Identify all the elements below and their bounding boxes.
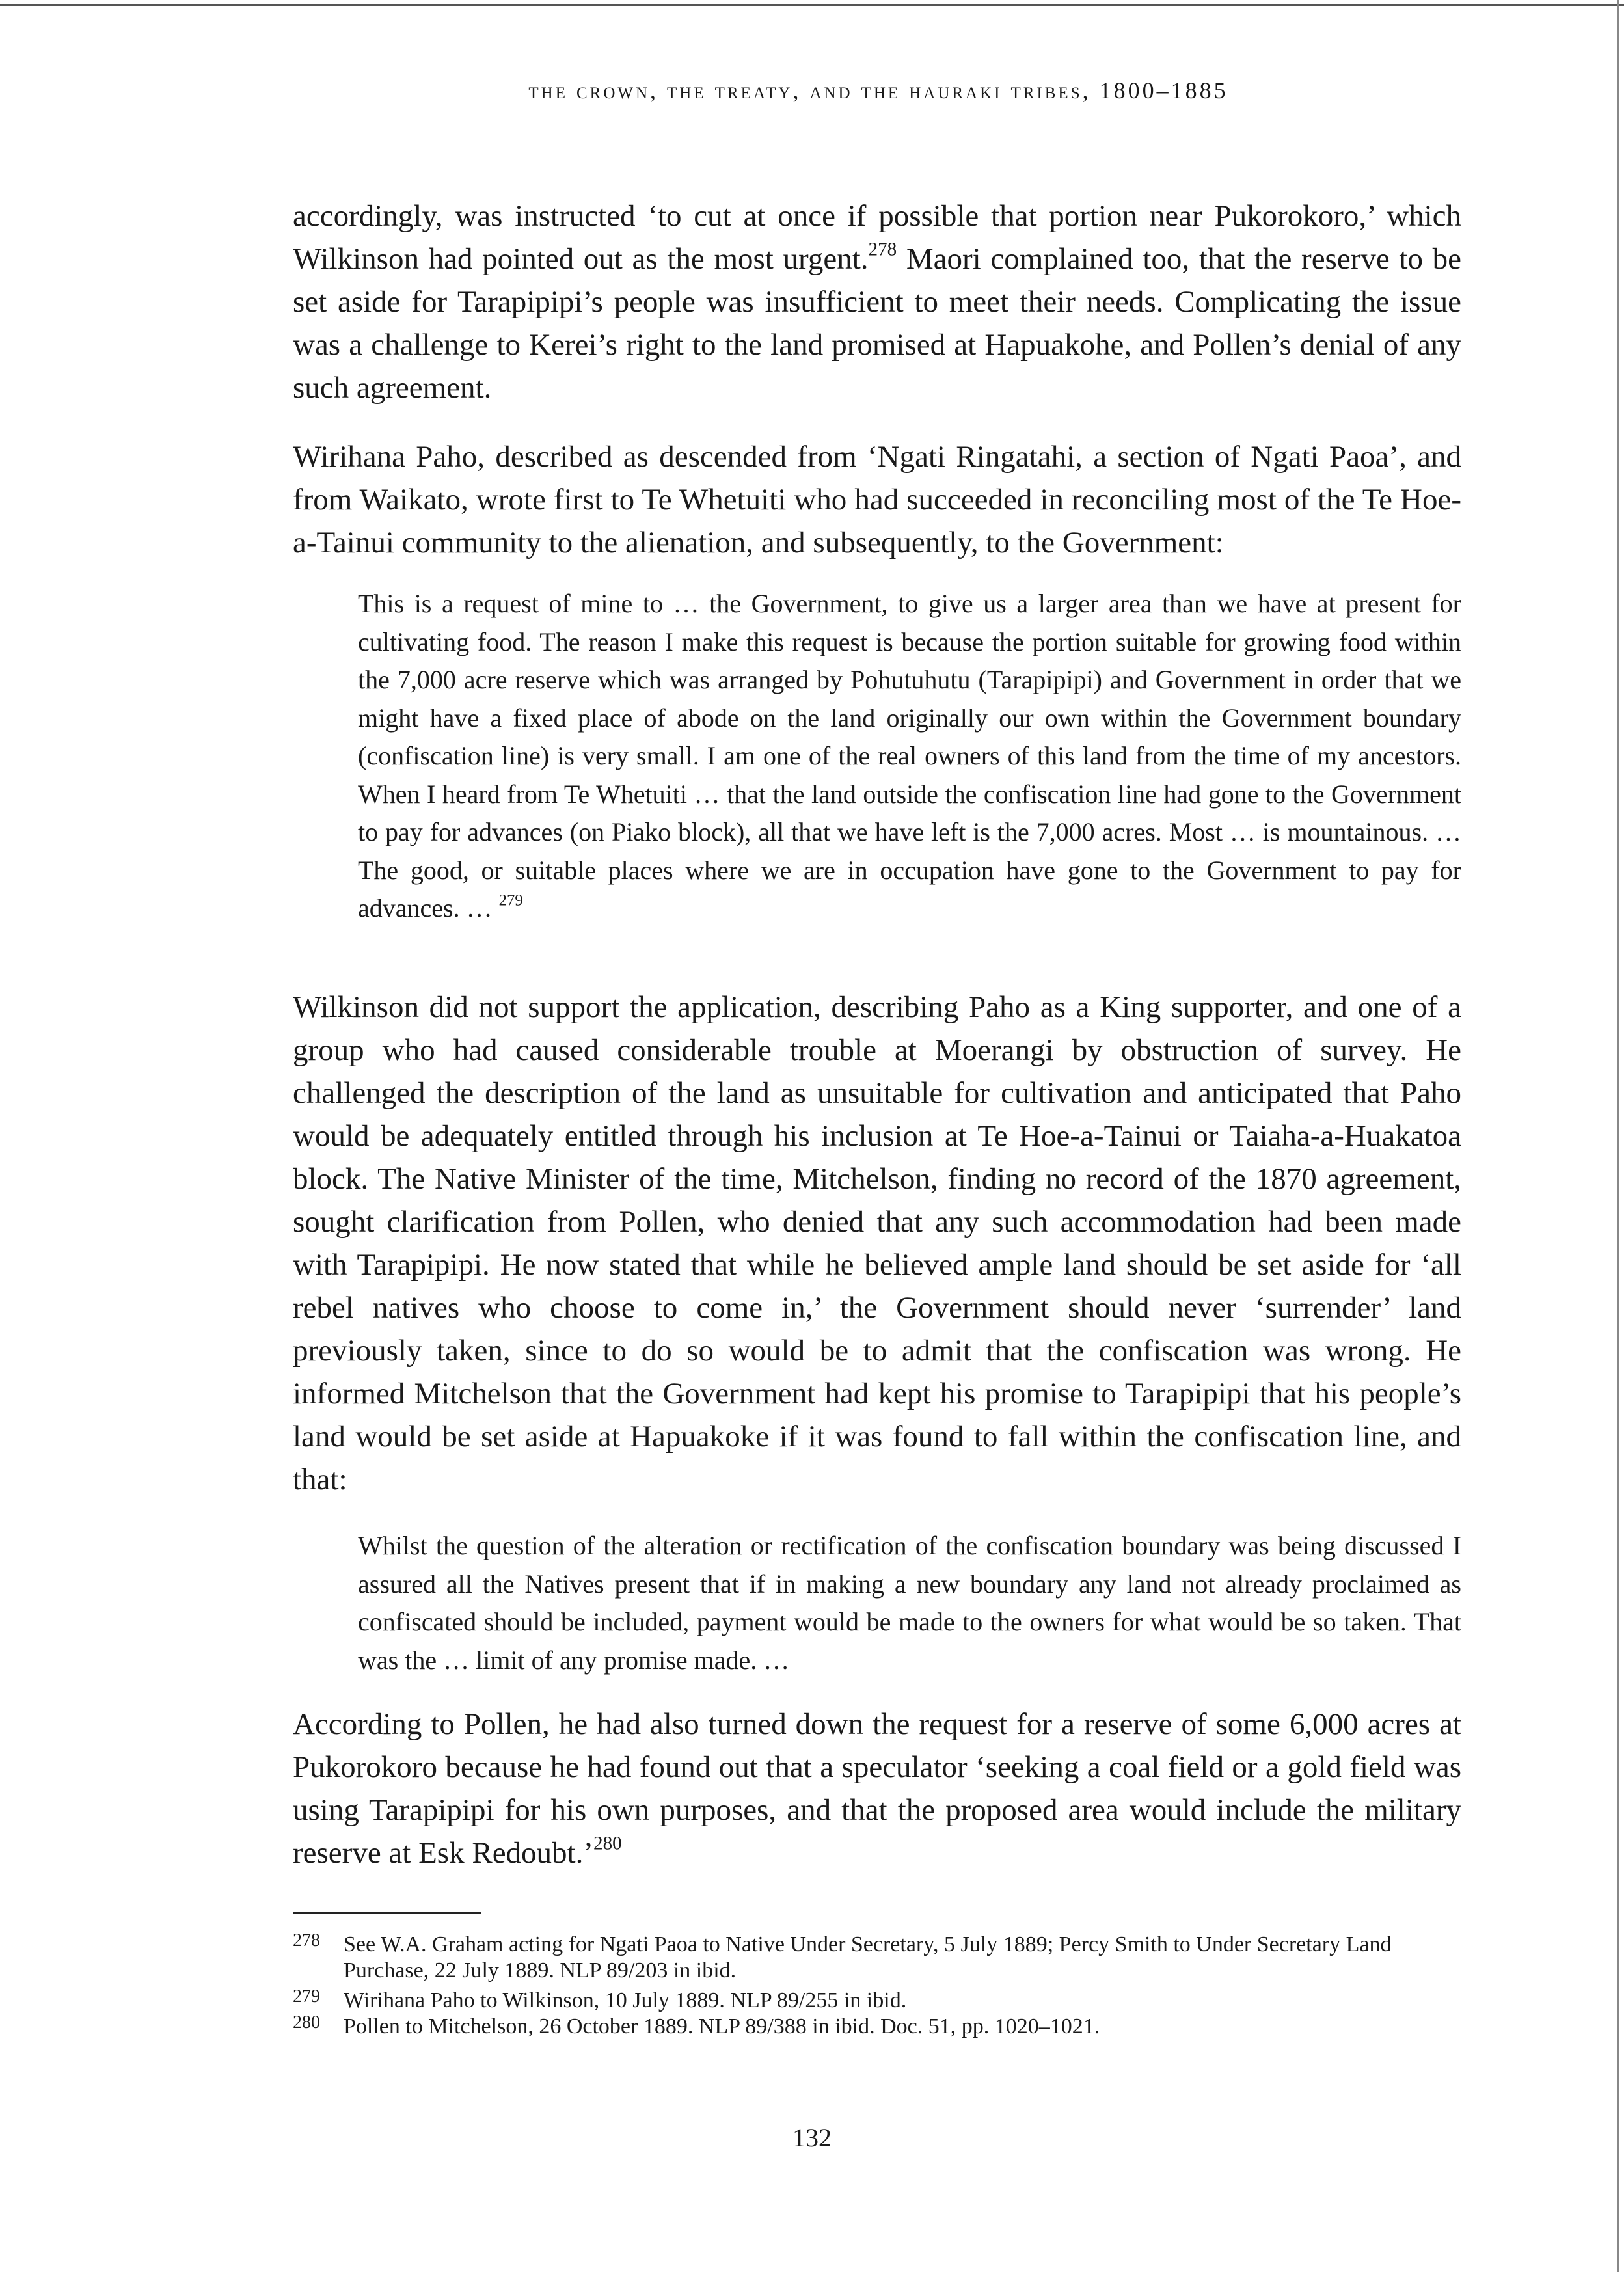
body-paragraph — [293, 1703, 1461, 1874]
block-quote: Whilst the question of the alteration or rectification of the confiscation boundary was being discussed I assured all the Natives present that if in making a new boundary any land not already proclaimed as confiscated should be included, payment would be made to the owners for what would be so taken. That was the … limit of any promise made. … — [358, 1531, 1461, 1675]
footnote-text: Pollen to Mitchelson, 26 October 1889. NLP 89/388 in ibid. Doc. 51, pp. 1020–1021. — [344, 2014, 1100, 2038]
paragraph-text: According to Pollen, he had also turned down the request for a reserve of some 6,000 acres at Pukorokoro because he had found out that a speculator ‘seeking a coal field or a gold field was using Tarapipipi for his own purposes, and that the proposed area would include the military reserve at Esk Redoubt.’ — [293, 1707, 1461, 1870]
footnote-text: Wirihana Paho to Wilkinson, 10 July 1889. NLP 89/255 in ibid. — [344, 1988, 907, 2012]
paragraph-text: Maori complained too, that the reserve to be set aside for Tarapipipi’s people was insufficient to meet their needs. Complicating the issue was a challenge to Kerei’s right to the land promised at Hapuakohe, and Pollen’s denial of any such agreement. — [293, 242, 1461, 405]
paragraph-text: accordingly, was instructed ‘to cut at once if possible that portion near Pukorokoro,’ which Wilkinson had pointed out as the most urgent. — [293, 199, 1461, 276]
footnote — [293, 1988, 1461, 2014]
body-paragraph: Wilkinson did not support the application, describing Paho as a King supporter, and one of a group who had caused considerable trouble at Moerangi by obstruction of survey. He challenged the description of the land as unsuitable for cultivation and anticipated that Paho would be adequately entitled through his inclusion at Te Hoe-a-Tainui or Taiaha-a-Huakatoa block. The Native Minister of the time, Mitchelson, finding no record of the 1870 agreement, sought clarification from Pollen, who denied that any such accommodation had been made with Tarapipipi. He now stated that while he believed ample land should be set aside for ‘all rebel natives who choose to come in,’ the Government should never ‘surrender’ land previously taken, since to do so would be to admit that the confiscation was wrong. He informed Mitchelson that the Government had kept his promise to Tarapipipi that his people’s land would be set aside at Hapuakoke if it was found to fall within the confiscation line, and that: — [293, 990, 1461, 1496]
footnote — [293, 1932, 1461, 1984]
footnote-reference: 280 — [593, 1833, 622, 1854]
footnote-text: See W.A. Graham acting for Ngati Paoa to Native Under Secretary, 5 July 1889; Percy Smith to Under Secretary Land Purchase, 22 July 1889. NLP 89/203 in ibid. — [344, 1932, 1392, 1982]
page-number: 132 — [792, 2123, 832, 2152]
block-quote — [358, 585, 1461, 928]
footnote — [293, 2014, 1461, 2040]
body-paragraph: Wirihana Paho, described as descended from ‘Ngati Ringatahi, a section of Ngati Paoa’, and from Waikato, wrote first to Te Whetuiti who had succeeded in reconciling most of the Te Hoe-a-Tainui community to the alienation, and subsequently, to the Government: — [293, 440, 1461, 560]
footnote-reference: 279 — [498, 891, 523, 910]
footnote-number: 279 — [293, 1986, 320, 2007]
footnote-number: 278 — [293, 1930, 320, 1951]
page-right-border — [1617, 0, 1619, 2272]
footnote-number: 280 — [293, 2012, 320, 2033]
body-paragraph — [293, 195, 1461, 409]
footnote-separator — [293, 1912, 481, 1914]
quote-text: This is a request of mine to … the Government, to give us a larger area than we have at present for cultivating food. The reason I make this request is because the portion suitable for growing food within the 7,000 acre reserve which was arranged by Pohutuhutu (Tarapipipi) and Government in order that we might have a fixed place of abode on the land originally our own within the Government boundary (confiscation line) is very small. I am one of the real owners of this land from the time of my ancestors. When I heard from Te Whetuiti … that the land outside the confiscation line had gone to the Government to pay for advances (on Piako block), all that we have left is the 7,000 acres. Most … is mountainous. … The good, or suitable places where we are in occupation have gone to the Government to pay for advances. … — [358, 589, 1461, 923]
page-top-border — [0, 4, 1624, 6]
running-head: the crown, the treaty, and the hauraki tribes, 1800–1885 — [528, 77, 1228, 103]
footnote-reference: 278 — [868, 239, 897, 260]
